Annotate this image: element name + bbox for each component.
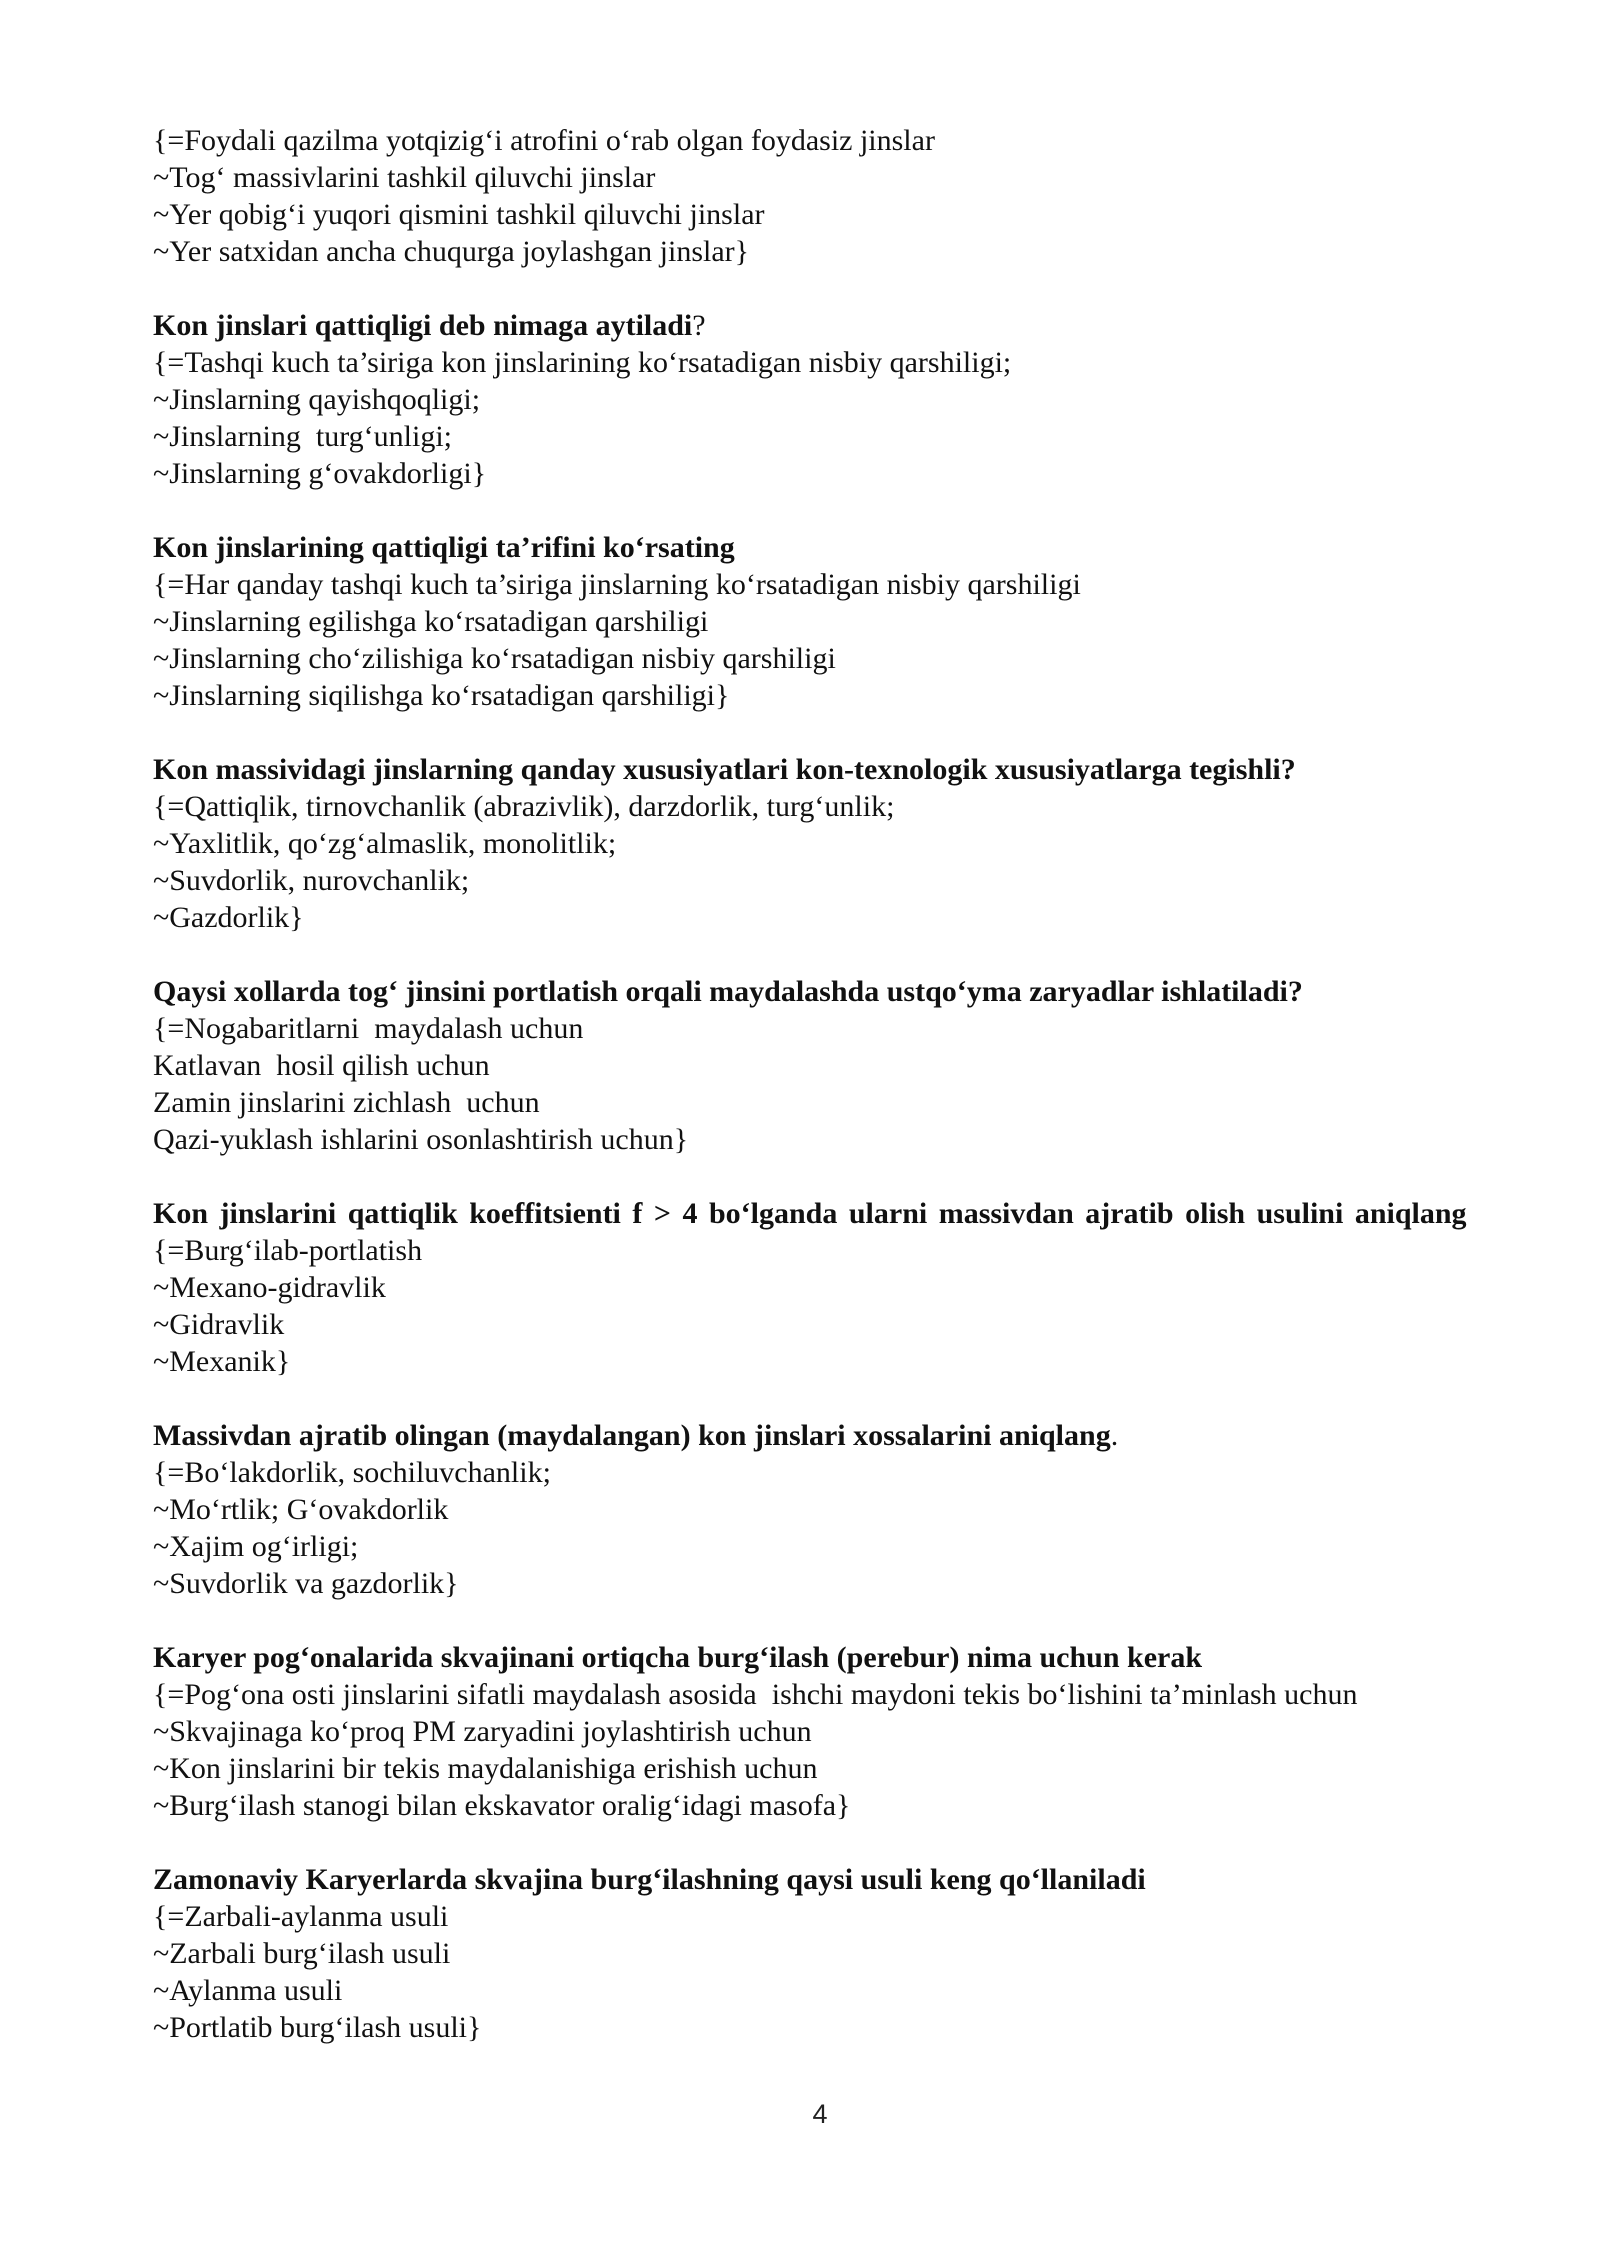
question-heading (153, 1861, 1493, 1898)
answer-line: {=Zarbali-aylanma usuli (153, 1900, 449, 1933)
question-block (153, 973, 1493, 1158)
answer-line: {=Bo‘lakdorlik, sochiluvchanlik; (153, 1456, 551, 1489)
answer-line: ~Xajim og‘irligi; (153, 1530, 359, 1563)
answer-line: ~Skvajinaga ko‘proq PM zaryadini joylashtirish uchun (153, 1715, 812, 1748)
question-heading (153, 1639, 1493, 1676)
answer-line: Zamin jinslarini zichlash uchun (153, 1086, 540, 1119)
question-block (153, 751, 1493, 936)
answer-line: ~Mo‘rtlik; G‘ovakdorlik (153, 1493, 449, 1526)
spacer (153, 1602, 1493, 1639)
answer-line: {=Nogabaritlarni maydalash uchun (153, 1012, 584, 1045)
question-heading (153, 973, 1493, 1010)
question-heading (153, 529, 1493, 566)
answer-line: ~Jinslarning g‘ovakdorligi} (153, 457, 487, 490)
answer-line: ~Yer satxidan ancha chuqurga joylashgan jinslar} (153, 235, 750, 268)
question-tail: . (1110, 1419, 1119, 1452)
answer-line: ~Portlatib burg‘ilash usuli} (153, 2011, 482, 2044)
question-text: Zamonaviy Karyerlarda skvajina burg‘ilashning qaysi usuli keng qo‘llaniladi (153, 1863, 1146, 1896)
spacer (153, 1380, 1493, 1417)
answer-line: {=Har qanday tashqi kuch ta’siriga jinslarning ko‘rsatadigan nisbiy qarshiligi (153, 568, 1081, 601)
question-block (153, 529, 1493, 714)
document-page (153, 122, 1493, 2046)
answer-line: ~Jinslarning cho‘zilishiga ko‘rsatadigan nisbiy qarshiligi (153, 642, 836, 675)
spacer (153, 1158, 1493, 1195)
spacer (153, 936, 1493, 973)
question-text: Karyer pog‘onalarida skvajinani ortiqcha burg‘ilash (perebur) nima uchun kerak (153, 1641, 1203, 1674)
question-block (153, 1861, 1493, 2046)
spacer (153, 1824, 1493, 1861)
question-block (153, 1417, 1493, 1602)
question-heading: Kon jinslarini qattiqlik koeffitsienti f > 4 bo‘lganda ularni massivdan ajratib olish usulini aniqlang (153, 1197, 1467, 1230)
answer-line: {=Pog‘ona osti jinslarini sifatli maydalash asosida ishchi maydoni tekis bo‘lishini ta’minlash uchun (153, 1678, 1358, 1711)
answer-line: ~Mexanik} (153, 1345, 291, 1378)
answer-line: ~Yer qobig‘i yuqori qismini tashkil qiluvchi jinslar (153, 198, 765, 231)
spacer (153, 492, 1493, 529)
answer-line: {=Burg‘ilab-portlatish (153, 1234, 423, 1267)
question-block (153, 1639, 1493, 1824)
answer-line: ~Mexano-gidravlik (153, 1271, 386, 1304)
answer-line: ~Suvdorlik, nurovchanlik; (153, 864, 470, 897)
answer-line: ~Suvdorlik va gazdorlik} (153, 1567, 459, 1600)
answer-line: ~Jinslarning qayishqoqligi; (153, 383, 481, 416)
answer-line: ~Jinslarning egilishga ko‘rsatadigan qarshiligi (153, 605, 709, 638)
spacer (153, 270, 1493, 307)
answer-line: ~Gazdorlik} (153, 901, 304, 934)
question-text: Massivdan ajratib olingan (maydalangan) kon jinslari xossalarini aniqlang (153, 1419, 1111, 1452)
answer-line: {=Qattiqlik, tirnovchanlik (abrazivlik), darzdorlik, turg‘unlik; (153, 790, 895, 823)
answer-line: ~Jinslarning siqilishga ko‘rsatadigan qarshiligi} (153, 679, 730, 712)
answer-line: ~Jinslarning turg‘unligi; (153, 420, 453, 453)
answer-line: ~Aylanma usuli (153, 1974, 343, 2007)
answer-line: ~Kon jinslarini bir tekis maydalanishiga erishish uchun (153, 1752, 818, 1785)
answer-line: {=Foydali qazilma yotqizig‘i atrofini o‘rab olgan foydasiz jinslar (153, 124, 935, 157)
question-block (153, 122, 1493, 270)
spacer (153, 714, 1493, 751)
question-text: Kon jinslari qattiqligi deb nimaga aytiladi (153, 309, 693, 342)
answer-line: ~Tog‘ massivlarini tashkil qiluvchi jinslar (153, 161, 656, 194)
answer-line: {=Tashqi kuch ta’siriga kon jinslarining ko‘rsatadigan nisbiy qarshiligi; (153, 346, 1012, 379)
answer-line: ~Gidravlik (153, 1308, 285, 1341)
answer-line: ~Yaxlitlik, qo‘zg‘almaslik, monolitlik; (153, 827, 617, 860)
answer-line: ~Zarbali burg‘ilash usuli (153, 1937, 451, 1970)
question-block (153, 1195, 1493, 1380)
answer-line: Qazi-yuklash ishlarini osonlashtirish uchun} (153, 1123, 689, 1156)
page-number: 4 (812, 2099, 828, 2129)
question-text: Kon massividagi jinslarning qanday xususiyatlari kon-texnologik xususiyatlarga tegishli? (153, 753, 1296, 786)
answer-line: Katlavan hosil qilish uchun (153, 1049, 490, 1082)
question-tail: ? (692, 309, 706, 342)
question-text: Kon jinslarining qattiqligi ta’rifini ko‘rsating (153, 531, 735, 564)
question-heading (153, 1417, 1493, 1454)
answer-line: ~Burg‘ilash stanogi bilan ekskavator oralig‘idagi masofa} (153, 1789, 851, 1822)
question-heading (153, 751, 1493, 788)
question-text: Qaysi xollarda tog‘ jinsini portlatish orqali maydalashda ustqo‘yma zaryadlar ishlatiladi? (153, 975, 1303, 1008)
question-heading (153, 307, 1493, 344)
question-block (153, 307, 1493, 492)
